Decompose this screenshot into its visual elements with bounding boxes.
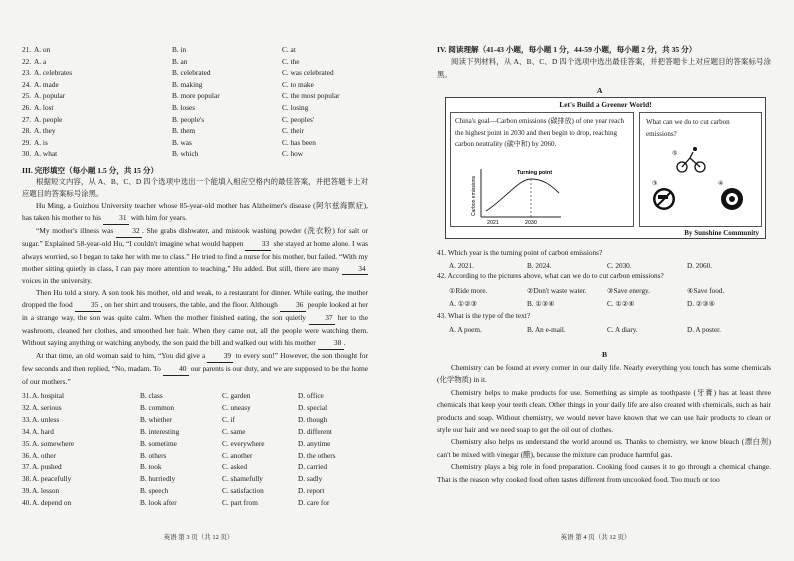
question-number: 31. bbox=[22, 391, 32, 400]
chart-y-label: Carbon emissions bbox=[471, 175, 477, 216]
option-b: B. loses bbox=[172, 103, 196, 112]
option-a: A. pushed bbox=[32, 462, 62, 472]
q42-choice-2: ②Don't waste water. bbox=[527, 287, 587, 295]
question-number: 35. bbox=[22, 438, 32, 448]
blank-35: 35 bbox=[75, 299, 101, 312]
option-c: C. satisfaction bbox=[222, 486, 264, 496]
question-number: 22. bbox=[22, 56, 32, 66]
section3-title: III. 完形填空（每小题 1.5 分，共 15 分） bbox=[22, 166, 159, 175]
option-c: C. the most popular bbox=[282, 91, 340, 101]
q42-option-b: B. ①③④ bbox=[527, 300, 555, 308]
question-42: 42. According to the pictures above, what can we do to cut carbon emissions? bbox=[437, 271, 664, 280]
poster-left-panel bbox=[450, 112, 634, 227]
section3-instructions: 根据短文内容，从 A、B、C、D 四个选项中选出一个能填入相应空格内的最佳答案，并把答题卡上对应题目的答案标号涂黑。 bbox=[22, 177, 368, 198]
part-a-label: A bbox=[597, 86, 603, 95]
option-b: B. celebrated bbox=[172, 68, 211, 78]
option-b: B. them bbox=[172, 126, 196, 136]
poster-question: What can we do to cut carbon emissions? bbox=[646, 118, 730, 138]
option-d: D. office bbox=[298, 391, 324, 400]
option-d: D. though bbox=[298, 414, 328, 424]
option-a: A. hospital bbox=[32, 391, 65, 400]
option-a: A. lesson bbox=[32, 486, 60, 496]
q41-option-b: B. 2024. bbox=[527, 262, 552, 270]
option-c: C. has been bbox=[282, 137, 316, 147]
q43-option-d: D. A poster. bbox=[687, 326, 721, 334]
icon-label-2: ③ bbox=[652, 181, 658, 187]
option-a: A. lost bbox=[34, 103, 54, 112]
option-c: C. another bbox=[222, 450, 253, 460]
option-d: D. carried bbox=[298, 462, 328, 472]
option-a: A. somewhere bbox=[32, 438, 75, 448]
question-number: 27. bbox=[22, 114, 32, 124]
blank-34: 34 bbox=[342, 263, 368, 276]
option-d: D. sadly bbox=[298, 474, 323, 484]
question-number: 38. bbox=[22, 474, 32, 484]
emissions-chart bbox=[451, 113, 633, 226]
question-number: 21. bbox=[22, 45, 32, 54]
blank-36: 36 bbox=[280, 299, 306, 312]
option-a: A. popular bbox=[34, 91, 66, 101]
option-d: D. special bbox=[298, 402, 328, 412]
option-b: B. people's bbox=[172, 114, 205, 124]
option-c: C. how bbox=[282, 149, 304, 159]
poster-right-panel bbox=[639, 112, 762, 227]
option-d: D. different bbox=[298, 426, 332, 436]
option-b: B. took bbox=[140, 462, 162, 472]
option-b: B. look after bbox=[140, 498, 177, 508]
option-c: C. peoples' bbox=[282, 114, 315, 124]
option-c: C. their bbox=[282, 126, 304, 136]
option-b: B. interesting bbox=[140, 426, 180, 436]
page-footer-right: 英语 第 4 页（共 12 页） bbox=[560, 534, 631, 541]
poster-goal-text: China's goal—Carbon emissions (碳排放) of one year reach the highest point in 2030 and then begin to drop, reaching carbon neutrality (碳中和) by 2060. bbox=[455, 117, 625, 148]
option-a: A. they bbox=[34, 126, 56, 136]
blank-38: 38 bbox=[318, 337, 344, 350]
passage-b-paragraph-1: Chemistry can be found at every corner in our daily life. Nearly everything you touch has some chemicals (化学物质) in it. bbox=[437, 363, 771, 385]
q42-option-a: A. ①②③ bbox=[449, 300, 478, 308]
option-b: B. sometime bbox=[140, 438, 177, 448]
question-number: 39. bbox=[22, 486, 32, 496]
q42-choice-1: ①Ride more. bbox=[449, 287, 488, 295]
chart-x-tick-2030: 2030 bbox=[525, 220, 537, 226]
page-footer-left: 英语 第 3 页（共 12 页） bbox=[163, 534, 234, 541]
option-b: B. speech bbox=[140, 486, 169, 496]
option-a: A. depend on bbox=[32, 498, 72, 508]
option-a: A. unless bbox=[32, 414, 60, 424]
no-tap-icon bbox=[653, 188, 675, 210]
question-number: 32. bbox=[22, 402, 32, 412]
cloze-paragraph-3: Then Hu told a story. A son took his mother, old and weak, to a restaurant for dinner. While eating, the mother dropped the food 35 , on her shirt and trousers, the table, and the floor. Although 36 people looked at her in a strange way, the son was quite calm. When the mother finished eating, the son quietly 37 her to the washroom, cleaned her clothes, and smoothed her hair. When they came out, all the people were watching them. Without saying anything or watching anybody, the son paid the bill and walked out with his mother 38 . bbox=[22, 287, 368, 350]
question-number: 30. bbox=[22, 149, 32, 159]
q43-option-b: B. An e-mail. bbox=[527, 326, 566, 334]
option-b: B. an bbox=[172, 56, 188, 66]
option-a: A. other bbox=[32, 450, 56, 460]
q42-choice-4: ④Save food. bbox=[687, 287, 725, 295]
option-b: B. was bbox=[172, 137, 192, 147]
icon-label-1: ⑤ bbox=[672, 151, 678, 157]
question-number: 33. bbox=[22, 414, 32, 424]
option-d: D. report bbox=[298, 486, 325, 496]
option-c: C. losing bbox=[282, 103, 309, 112]
option-c: C. uneasy bbox=[222, 402, 251, 412]
option-d: D. the others bbox=[298, 450, 336, 460]
section4-instructions: 阅读下列材料，从 A、B、C、D 四个选项中选出最佳答案，并把答题卡上对应题目的答案标号涂黑。 bbox=[437, 57, 771, 79]
question-number: 24. bbox=[22, 79, 32, 89]
option-c: C. if bbox=[222, 414, 235, 424]
poster-icons bbox=[640, 113, 761, 226]
bike-icon bbox=[677, 147, 705, 172]
emissions-curve bbox=[486, 179, 559, 211]
q42-choice-3: ③Save energy. bbox=[607, 287, 650, 295]
option-c: C. part from bbox=[222, 498, 258, 508]
part-b-label: B bbox=[602, 350, 608, 359]
option-d: D. care for bbox=[298, 498, 330, 508]
option-b: B. more popular bbox=[172, 91, 220, 101]
option-a: A. serious bbox=[32, 402, 62, 412]
q41-option-d: D. 2060. bbox=[687, 262, 712, 270]
q41-option-c: C. 2030. bbox=[607, 262, 632, 270]
option-a: A. people bbox=[34, 114, 63, 124]
q42-option-d: D. ②③④ bbox=[687, 300, 716, 308]
option-b: B. common bbox=[140, 402, 175, 412]
question-number: 26. bbox=[22, 103, 32, 112]
right-page bbox=[397, 0, 794, 561]
q43-option-a: A. A poem. bbox=[449, 326, 482, 334]
option-c: C. the bbox=[282, 56, 300, 66]
option-b: B. class bbox=[140, 391, 163, 400]
option-c: C. at bbox=[282, 45, 296, 54]
blank-40: 40 bbox=[163, 363, 189, 376]
option-a: A. a bbox=[34, 56, 47, 66]
question-number: 36. bbox=[22, 450, 32, 460]
poster-title: Let's Build a Greener World! bbox=[559, 100, 652, 109]
question-43: 43. What is the type of the text? bbox=[437, 311, 531, 320]
chart-title: Turning point bbox=[517, 170, 553, 176]
option-b: B. in bbox=[172, 45, 187, 54]
question-number: 29. bbox=[22, 137, 32, 147]
cloze-paragraph-1: Hu Ming, a Guizhou University teacher whose 85-year-old mother has Alzheimer's disease (阿尔兹海默症), has taken his mother to his 31 with him for years. bbox=[22, 200, 368, 225]
option-b: B. others bbox=[140, 450, 167, 460]
option-b: B. making bbox=[172, 79, 203, 89]
section4-title: IV. 阅读理解（41-43 小题，每小题 1 分，44-59 小题，每小题 2 分，共 35 分） bbox=[437, 45, 697, 54]
question-number: 37. bbox=[22, 462, 32, 472]
option-c: C. same bbox=[222, 426, 246, 436]
icon-label-3: ④ bbox=[718, 181, 724, 187]
question-number: 34. bbox=[22, 426, 32, 436]
option-b: B. whether bbox=[140, 414, 173, 424]
option-a: A. made bbox=[34, 79, 59, 89]
blank-33: 33 bbox=[245, 238, 271, 251]
option-d: D. anytime bbox=[298, 438, 331, 448]
question-41: 41. Which year is the turning point of carbon emissions? bbox=[437, 248, 603, 257]
q43-option-c: C. A diary. bbox=[607, 326, 638, 334]
cloze-paragraph-4: At that time, an old woman said to him, “You did give a 39 to every son!” However, the son thought for few seconds and then replied, “No, madam. To 40 our parents is our duty, and we are supposed to be the home of our mothers.” bbox=[22, 350, 369, 386]
poster-figure bbox=[445, 97, 766, 239]
option-c: C. asked bbox=[222, 462, 248, 472]
question-number: 40. bbox=[22, 498, 32, 508]
option-b: B. hurriedly bbox=[140, 474, 176, 484]
question-number: 25. bbox=[22, 91, 32, 101]
passage-b bbox=[437, 362, 771, 486]
passage-b-paragraph-2: Chemistry helps to make products for use. Something as simple as toothpaste (牙膏) has at least three chemicals that keep your teeth clean. Other things in your daily life are also created with chemicals, such as hair products and soap. Without chemistry, we would never have known that we can use hair products to clean or style our hair and we need soap to get the oil out of clothes. bbox=[437, 387, 771, 435]
option-a: A. hard bbox=[32, 426, 54, 436]
q42-option-c: C. ①②④ bbox=[607, 300, 635, 308]
blank-37: 37 bbox=[309, 312, 335, 325]
question-number: 23. bbox=[22, 68, 32, 78]
option-a: A. peacefully bbox=[32, 474, 72, 484]
option-c: C. shamefully bbox=[222, 474, 263, 484]
option-c: C. everywhere bbox=[222, 438, 265, 448]
question-number: 28. bbox=[22, 126, 32, 136]
blank-32: 32 bbox=[116, 225, 142, 238]
blank-39: 39 bbox=[207, 350, 233, 363]
option-c: C. garden bbox=[222, 391, 251, 400]
chart-x-tick-2021: 2021 bbox=[487, 220, 499, 226]
passage-b-paragraph-3: Chemistry also helps us understand the world around us. Thanks to chemistry, we know bleach (漂白剂) can't be mixed with vinegar (醋), because the mixture can produce harmful gas. bbox=[437, 437, 771, 459]
cloze-passage bbox=[22, 200, 368, 388]
blank-31: 31 bbox=[103, 212, 129, 225]
option-c: C. was celebrated bbox=[282, 68, 334, 78]
option-a: A. what bbox=[34, 149, 58, 159]
option-a: A. on bbox=[34, 45, 51, 54]
option-a: A. celebrates bbox=[34, 68, 73, 78]
q41-option-a: A. 2021. bbox=[449, 262, 474, 270]
option-c: C. to make bbox=[282, 79, 314, 89]
cloze-paragraph-2: “My mother's illness was 32 . She grabs dishwater, and mistook washing powder (洗衣粉) for salt or sugar.” Explained 58-year-old Hu, “I couldn't imagine what would happen 33 she stayed at home alone. I was always worried, so I began to take her with me to class.” He tried to find a nurse for his mother, but failed. “With my mother sitting quietly in class, I can pay more attention to teaching,” Hu added. But still, there are many 34 voices in the university. bbox=[22, 225, 368, 286]
option-b: B. which bbox=[172, 149, 199, 159]
passage-b-paragraph-4: Chemistry plays a big role in food preparation. Cooking food causes it to go through a chemical change. That is the reason why cooked food often tastes different from uncooked food. Too much or too bbox=[437, 462, 771, 484]
option-a: A. is bbox=[34, 137, 48, 147]
poster-credit: By Sunshine Community bbox=[684, 229, 759, 237]
food-plate-icon bbox=[721, 188, 743, 210]
